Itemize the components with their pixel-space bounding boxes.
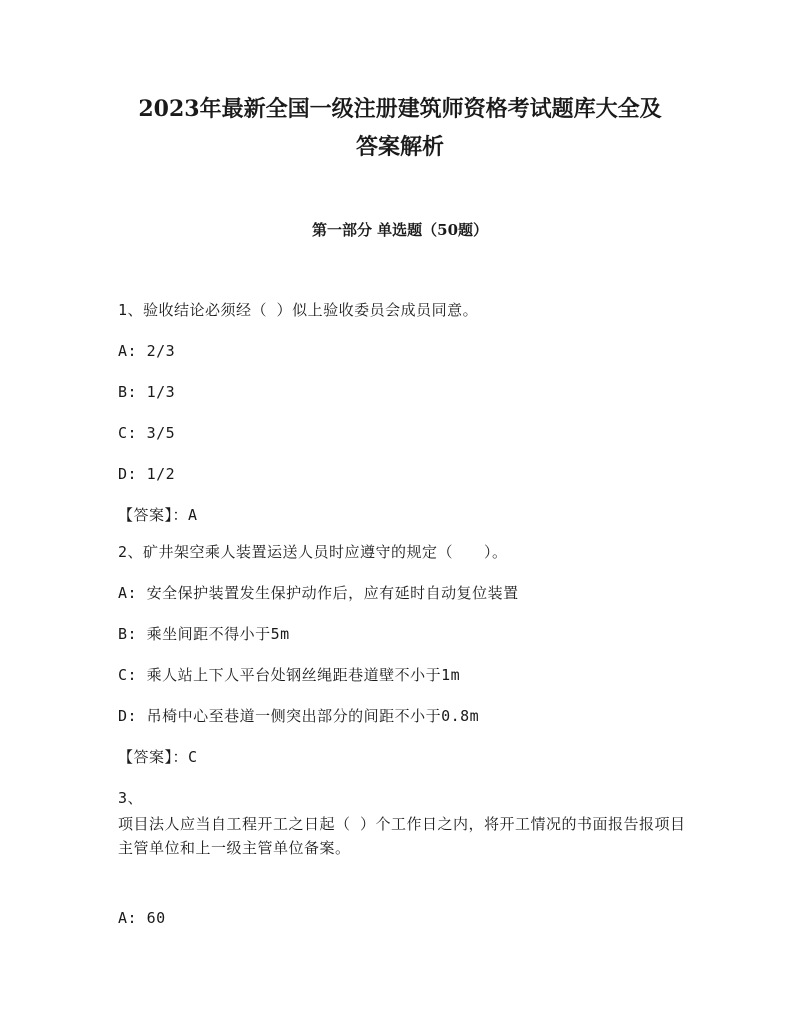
question-1-option-a: A: 2/3 [118, 342, 176, 360]
document-title-line-1: 2023年最新全国一级注册建筑师资格考试题库大全及 [138, 96, 662, 122]
question-2-option-b: B: 乘坐间距不得小于5m [118, 625, 290, 643]
document-title [60, 90, 740, 166]
question-2-option-a: A: 安全保护装置发生保护动作后，应有延时自动复位装置 [118, 584, 519, 602]
document-title-line-2: 答案解析 [355, 134, 444, 160]
question-3-stem: 项目法人应当自工程开工之日起（ ）个工作日之内，将开工情况的书面报告报项目主管单位和上一级主管单位备案。 [118, 815, 686, 857]
question-2-option-c: C: 乘人站上下人平台处钢丝绳距巷道壁不小于1m [118, 666, 461, 684]
question-1-stem: 1、验收结论必须经（ ）似上验收委员会成员同意。 [118, 301, 479, 319]
question-1-answer: 【答案】：A [118, 506, 198, 524]
question-2-stem: 2、矿井架空乘人装置运送人员时应遵守的规定（ ）。 [118, 543, 508, 561]
question-3-option-a: A: 60 [118, 909, 166, 927]
question-1-option-b: B: 1/3 [118, 383, 176, 401]
question-2-option-d: D: 吊椅中心至巷道一侧突出部分的间距不小于0.8m [118, 707, 480, 725]
question-1-option-c: C: 3/5 [118, 424, 176, 442]
question-3-number: 3、 [118, 789, 144, 807]
question-1-option-d: D: 1/2 [118, 465, 176, 483]
question-2-answer: 【答案】：C [118, 748, 198, 766]
section-title: 第一部分 单选题（50题） [311, 221, 489, 239]
